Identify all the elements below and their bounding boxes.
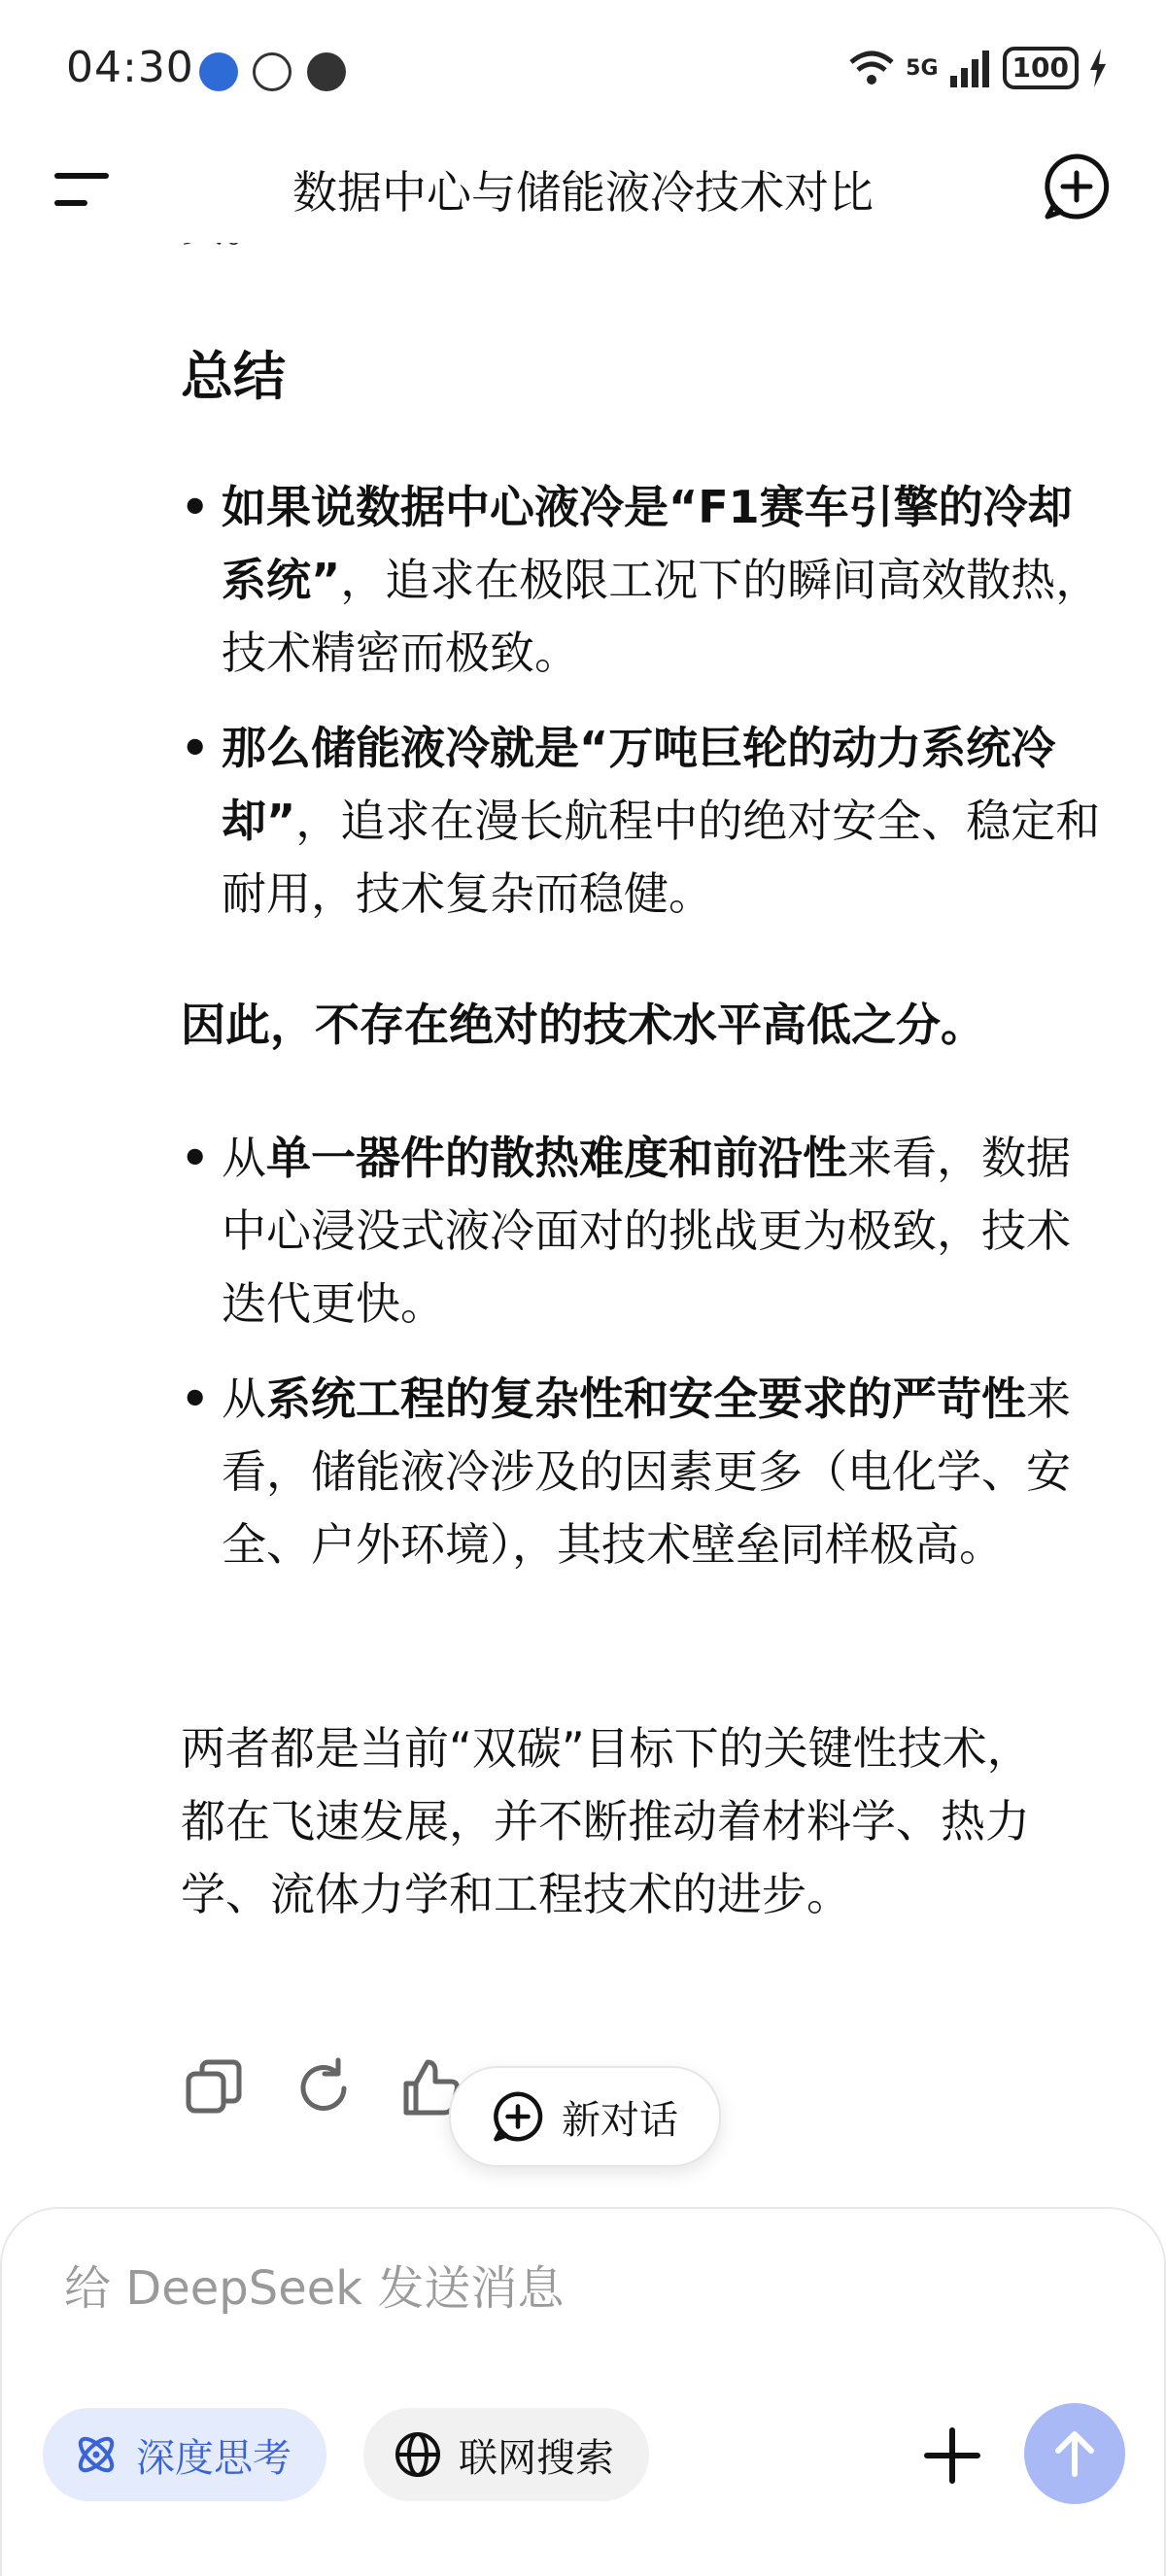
- message-actions: [181, 2054, 466, 2122]
- status-time: 04:30: [66, 43, 194, 92]
- bullet-text: 来看，储能液冷涉及的因素更多（电化学、安全、户外环境），其技术壁垒同样极高。: [222, 1373, 1071, 1571]
- bullet-bold: 那么储能液冷就是“万吨巨轮的动力系统冷却”: [222, 722, 1056, 847]
- bullet-dot: •: [181, 1132, 210, 1184]
- wifi-icon: [847, 49, 896, 87]
- bullet-text: ，追求在漫长航程中的绝对安全、稳定和耐用，技术复杂而稳健。: [222, 795, 1101, 920]
- bullet-text: ，追求在极限工况下的瞬间高效散热，技术精密而极致。: [222, 554, 1101, 679]
- bullet-bold: 如果说数据中心液冷是“F1赛车引擎的冷却系统”: [222, 481, 1073, 606]
- message-input[interactable]: [62, 2244, 1038, 2333]
- new-chat-button[interactable]: [449, 2066, 721, 2167]
- network-label: 5G: [906, 55, 939, 81]
- hand-notification-icon: [253, 52, 292, 91]
- deep-think-label: 深度思考: [136, 2435, 292, 2481]
- app-notification-icon: [199, 52, 238, 91]
- web-search-label: 联网搜索: [459, 2435, 614, 2481]
- page-title: 数据中心与储能液冷技术对比: [292, 166, 874, 219]
- list-item: [181, 1363, 1114, 1581]
- send-button[interactable]: [1024, 2403, 1125, 2504]
- list-item: [181, 712, 1114, 931]
- bullet-bold: 单一器件的散热难度和前沿性: [266, 1132, 847, 1184]
- audio-notification-icon: [307, 52, 346, 91]
- atom-icon: [72, 2430, 120, 2479]
- signal-icon: [948, 49, 993, 87]
- new-chat-icon: [492, 2090, 544, 2143]
- globe-icon: [393, 2429, 443, 2480]
- bullet-dot: •: [181, 481, 210, 533]
- web-search-toggle[interactable]: [363, 2408, 649, 2501]
- list-item: [181, 471, 1114, 690]
- bullet-text: 来看，数据中心浸没式液冷面对的挑战更为极致，技术迭代更快。: [222, 1132, 1071, 1330]
- arrow-up-icon: [1048, 2427, 1101, 2480]
- bullet-dot: •: [181, 1373, 210, 1425]
- bullet-prefix: 从: [222, 1132, 266, 1184]
- battery-indicator: 100: [1003, 47, 1079, 89]
- list-item: [181, 1122, 1114, 1340]
- new-chat-icon[interactable]: [1042, 152, 1112, 221]
- attach-plus-icon[interactable]: [921, 2424, 983, 2487]
- conclusion-text: 因此，不存在绝对的技术水平高低之分。: [181, 999, 985, 1051]
- summary-heading: 总结: [181, 346, 286, 407]
- new-chat-label: 新对话: [562, 2097, 678, 2143]
- copy-icon[interactable]: [181, 2054, 249, 2122]
- bullet-prefix: 从: [222, 1373, 266, 1425]
- charging-icon: [1088, 49, 1108, 87]
- status-right: [847, 47, 1108, 89]
- bullet-dot: •: [181, 722, 210, 774]
- top-app-bar: [0, 136, 1166, 243]
- closing-paragraph: 两者都是当前“双碳”目标下的关键性技术，都在飞速发展，并不断推动着材料学、热力学、流体力学和工程技术的进步。: [181, 1722, 1032, 1920]
- regenerate-icon[interactable]: [290, 2054, 358, 2122]
- composer-panel: [0, 2207, 1166, 2576]
- bullet-bold: 系统工程的复杂性和安全要求的严苛性: [266, 1373, 1026, 1425]
- status-bar: [0, 0, 1166, 136]
- deep-think-toggle[interactable]: [43, 2408, 326, 2501]
